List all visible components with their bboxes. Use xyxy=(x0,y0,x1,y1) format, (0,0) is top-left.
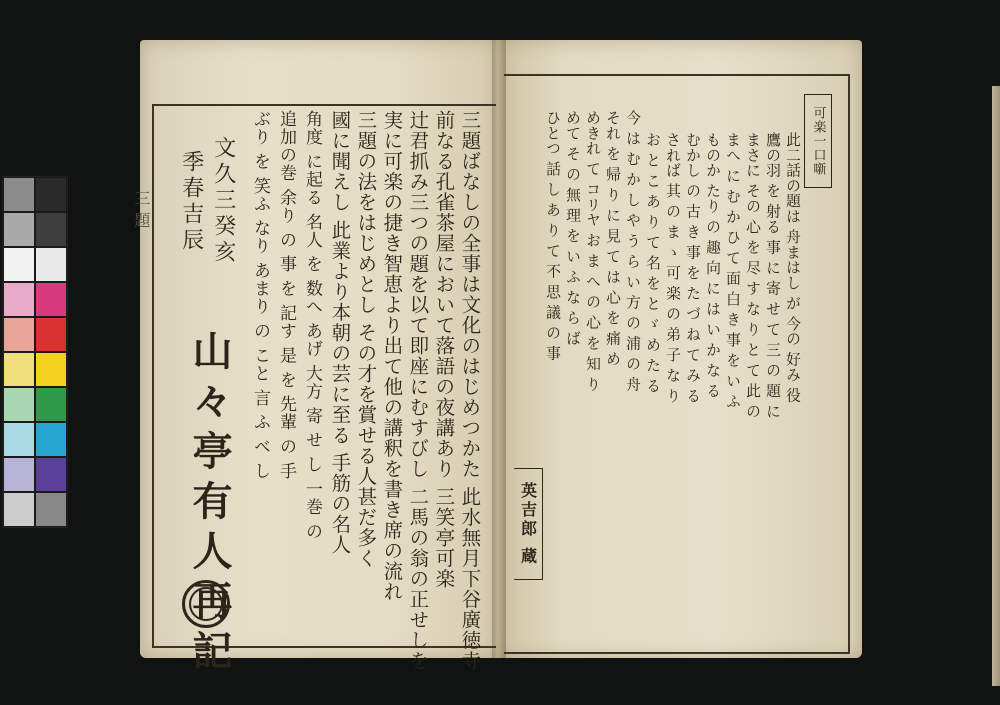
left-text-column-3: 辻君抓み三つの題を以て即座にむすびし 二馬の翁の正せしを xyxy=(406,110,430,671)
left-text-column-1: 三題ばなしの全事は文化のはじめつかた 此水無月下谷廣徳寺 xyxy=(458,110,482,671)
calibration-swatch xyxy=(35,247,67,282)
left-text-column-6: 國に聞えし 此業より本朝の芸に至る 手筋の名人 xyxy=(328,110,352,555)
right-text-column-1: 此二話の題は 舟まはし が 今の 好み 役 xyxy=(783,132,801,403)
right-text-column-2: 鷹の羽 を 射る 事 に 寄 せ て 三 の 題 に xyxy=(763,132,781,419)
left-text-column-7: 角度 に起る 名人 を 数へ あげ 大方 寄 せ し 一巻 の xyxy=(301,110,322,541)
right-text-column-6: むかし の 古 き 事 を た づ ね て み る xyxy=(683,132,701,404)
right-text-column-10: それ を 帰 り に 見 て は 心 を 痛 め xyxy=(603,110,621,367)
right-text-column-5: ものか たり の 趣 向 に は い か な る xyxy=(703,132,721,399)
calibration-swatch xyxy=(3,212,35,247)
right-text-column-13: ひとつ 話 し あ り て 不 思 議 の 事 xyxy=(543,110,561,361)
left-text-column-5: 三題の法をはじめとし その才を賞せる人甚だ多く xyxy=(354,110,378,569)
calibration-swatch xyxy=(35,457,67,492)
left-text-column-9: ぶり を 笑ふ なり あまり の こと 言 ふ べ し xyxy=(249,110,270,481)
right-text-column-8: お と こ あ り て 名 を と ゞ め た る xyxy=(643,132,661,394)
seal-stamp xyxy=(182,580,230,628)
right-text-column-11: めきれ て コリヤ お ま へ の 心 を 知 り xyxy=(583,110,601,392)
title-label-box: 可楽一口噺 xyxy=(804,94,832,188)
calibration-swatch xyxy=(3,177,35,212)
calibration-swatch xyxy=(3,247,35,282)
right-text-column-9: 今 は む か し や う ら い 方 の 浦 の 舟 xyxy=(623,110,641,392)
spine-title-mark: 三題 xyxy=(132,190,151,234)
calibration-swatch xyxy=(35,177,67,212)
calibration-swatch xyxy=(3,282,35,317)
calibration-swatch xyxy=(3,352,35,387)
page-edge xyxy=(992,86,1000,686)
right-text-column-4: まへ に む か ひ て 面 白 き 事 を い ふ xyxy=(723,132,741,409)
right-text-column-12: めて そ の 無 理 を い ふ な ら ば xyxy=(563,110,581,346)
left-text-column-2: 前なる孔雀茶屋において落語の夜講あり 三笑亭可楽 xyxy=(432,110,456,589)
owner-stamp-box: 英吉郎 蔵 xyxy=(514,468,543,580)
calibration-swatch xyxy=(3,457,35,492)
calibration-swatch xyxy=(3,387,35,422)
date-line-2: 季春吉辰 xyxy=(178,150,204,254)
calibration-swatch xyxy=(35,422,67,457)
color-calibration-strip xyxy=(2,176,68,528)
calibration-swatch xyxy=(35,492,67,527)
calibration-swatch xyxy=(3,492,35,527)
calibration-swatch xyxy=(3,317,35,352)
calibration-swatch xyxy=(35,282,67,317)
left-text-column-8: 追加の巻 余り の 事 を 記す 是 を 先輩 の 手 xyxy=(275,110,296,481)
calibration-swatch xyxy=(35,352,67,387)
calibration-swatch xyxy=(35,387,67,422)
right-text-column-3: まさに その 心 を 尽 す な り と て 此 の xyxy=(743,132,761,419)
open-book xyxy=(140,40,862,680)
calibration-swatch xyxy=(3,422,35,457)
left-text-column-4: 実に可楽の捷き智恵より出て他の講釈を書き席の流れ xyxy=(380,110,404,602)
right-text-column-7: されば 其 の ま ゝ 可 楽 の 弟 子 な り xyxy=(663,132,681,404)
calibration-swatch xyxy=(35,212,67,247)
date-line-1: 文久三癸亥 xyxy=(210,136,236,266)
author-signature: 山々亭有人再記 xyxy=(186,330,233,680)
calibration-swatch xyxy=(35,317,67,352)
